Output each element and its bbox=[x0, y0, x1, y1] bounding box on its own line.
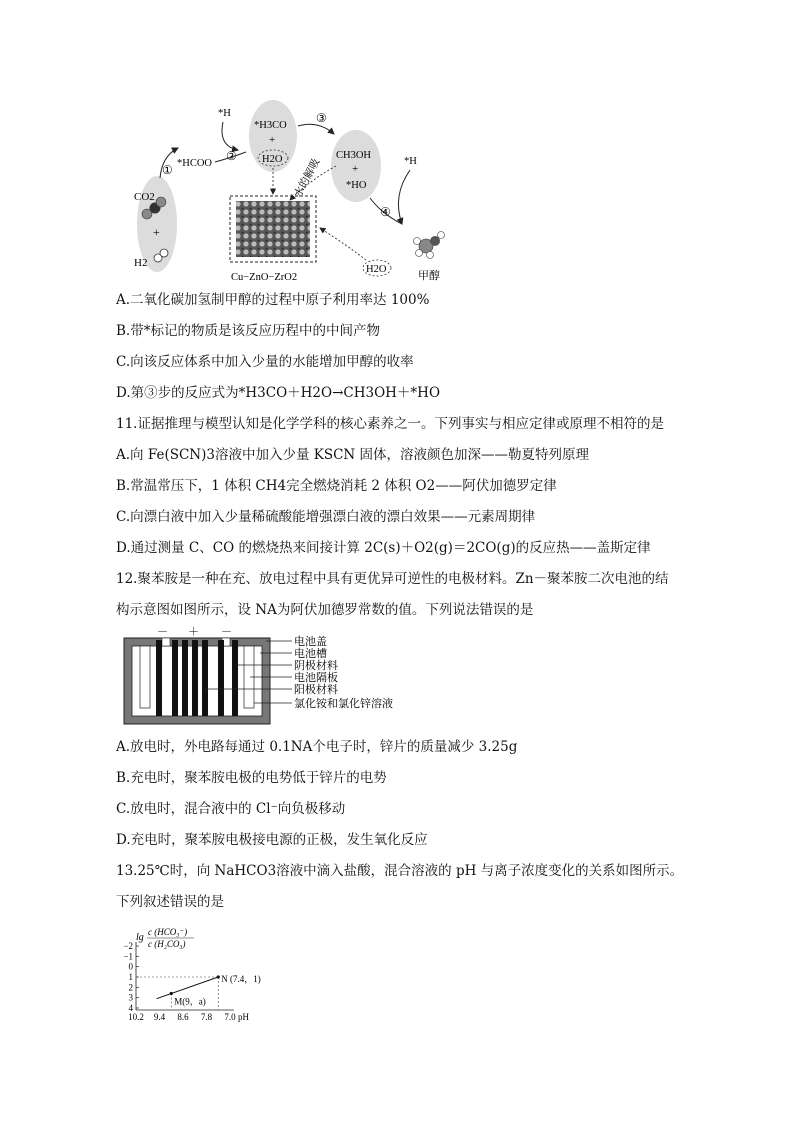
chart-y-tick-label: 4 bbox=[128, 1003, 133, 1013]
chart-x-tick-label: 8.6 bbox=[177, 1012, 189, 1022]
minus-sign-right: － bbox=[221, 626, 232, 638]
q11-stem: 11.证据推理与模型认知是化学学科的核心素养之一。下列事实与相应定律或原理不相符的是 bbox=[116, 416, 664, 432]
chart-y-tick-label: 3 bbox=[128, 992, 133, 1003]
ho-label: *HO bbox=[346, 180, 367, 191]
q10-option-c: C.向该反应体系中加入少量的水能增加甲醇的收率 bbox=[116, 354, 414, 370]
h3co-label: *H3CO bbox=[254, 120, 287, 131]
minus-sign-left: － bbox=[157, 626, 168, 638]
chart-xlabel: pH bbox=[238, 1012, 249, 1022]
q12-stem-line1: 12.聚苯胺是一种在充、放电过程中具有更优异可逆性的电极材料。Zn－聚苯胺二次电池的结 bbox=[116, 571, 669, 587]
q10-option-a: A.二氧化碳加氢制甲醇的过程中原子利用率达 100% bbox=[116, 292, 430, 308]
chart-ylabel-denominator: c (H₂CO₃) bbox=[148, 939, 186, 949]
h-radical-label: *H bbox=[218, 108, 231, 119]
ch3oh-label: CH3OH bbox=[336, 150, 372, 161]
step-4-label: ④ bbox=[380, 205, 391, 219]
h-radical-label-2: *H bbox=[404, 156, 417, 167]
water-desorption-label: 水的解吸 bbox=[292, 157, 323, 200]
catalyst-label: Cu−ZnO−ZrO2 bbox=[231, 272, 298, 283]
step-3-label: ③ bbox=[316, 111, 327, 125]
chart-ylabel: lg bbox=[136, 932, 144, 943]
plus-sign: + bbox=[269, 134, 276, 146]
chart-y-tick-label: 0 bbox=[128, 961, 133, 972]
q10-option-d: D.第③步的反应式为*H3CO＋H2O→CH3OH＋*HO bbox=[116, 385, 441, 401]
plus-sign: + bbox=[153, 225, 160, 239]
q12-option-d: D.充电时，聚苯胺电极接电源的正极，发生氧化反应 bbox=[116, 832, 428, 848]
q12-option-a: A.放电时，外电路每通过 0.1NA个电子时，锌片的质量减少 3.25g bbox=[116, 739, 518, 755]
chart-y-tick-label: 2 bbox=[128, 982, 133, 993]
q13-stem-line2: 下列叙述错误的是 bbox=[116, 894, 224, 910]
chart-point-n-label: N (7.4，1) bbox=[221, 974, 261, 984]
battery-label-anode: 阳极材料 bbox=[294, 684, 338, 696]
battery-label-electrolyte: 氯化铵和氯化锌溶液 bbox=[294, 698, 393, 710]
ph-chart bbox=[112, 922, 262, 1022]
chart-y-tick-label: 1 bbox=[128, 972, 133, 982]
chart-x-tick-label: 7.8 bbox=[200, 1012, 213, 1022]
chart-x-tick-label: 10.2 bbox=[128, 1012, 144, 1022]
q11-option-c: C.向漂白液中加入少量稀硫酸能增强漂白液的漂白效果——元素周期律 bbox=[116, 509, 536, 525]
battery-label-cap: 电池盖 bbox=[294, 636, 327, 648]
h2o-label: H2O bbox=[262, 154, 283, 165]
chart-ylabel-numerator: c (HCO₃⁻) bbox=[148, 927, 188, 937]
plus-sign: + bbox=[352, 163, 359, 175]
chart-series-line bbox=[157, 977, 219, 999]
h2-label: H2 bbox=[134, 257, 148, 269]
q12-stem-line2: 构示意图如图所示，设 NA为阿伏加德罗常数的值。下列说法错误的是 bbox=[116, 602, 534, 618]
chart-point-m bbox=[170, 992, 173, 995]
plus-sign-mid: ＋ bbox=[188, 626, 199, 638]
chart-y-tick-label: −2 bbox=[123, 941, 133, 951]
battery-label-tank: 电池槽 bbox=[294, 648, 327, 660]
hcoo-label: *HCOO bbox=[177, 158, 213, 169]
mechanism-diagram bbox=[130, 96, 460, 286]
step-2-label: ② bbox=[226, 149, 237, 163]
battery-diagram bbox=[120, 624, 410, 728]
q12-option-c: C.放电时，混合液中的 Cl⁻向负极移动 bbox=[116, 801, 346, 817]
q12-option-b: B.充电时，聚苯胺电极的电势低于锌片的电势 bbox=[116, 770, 387, 786]
catalyst-structure-icon bbox=[236, 201, 310, 257]
chart-x-tick-label: 7.0 bbox=[224, 1012, 236, 1022]
methanol-label: 甲醇 bbox=[418, 270, 440, 282]
q13-stem-line1: 13.25℃时，向 NaHCO3溶液中滴入盐酸，混合溶液的 pH 与离子浓度变化的关系如图所示。 bbox=[116, 863, 684, 879]
q11-option-a: A.向 Fe(SCN)3溶液中加入少量 KSCN 固体，溶液颜色加深——勒夏特列原理 bbox=[116, 447, 590, 463]
chart-point-m-label: M(9，a) bbox=[174, 996, 206, 1007]
chart-x-tick-label: 9.4 bbox=[153, 1012, 166, 1022]
chart-y-tick-label: −1 bbox=[123, 951, 133, 962]
chart-point-n bbox=[217, 975, 220, 978]
h2o-bottom-label: H2O bbox=[366, 264, 387, 275]
methanol-molecule-icon bbox=[414, 232, 445, 259]
q11-option-d: D.通过测量 C、CO 的燃烧热来间接计算 2C(s)＋O2(g)＝2CO(g)的反应热——盖斯定律 bbox=[116, 540, 651, 556]
co2-label: CO2 bbox=[134, 191, 155, 203]
battery-label-cathode: 阴极材料 bbox=[294, 660, 338, 672]
q10-option-b: B.带*标记的物质是该反应历程中的中间产物 bbox=[116, 323, 380, 339]
q11-option-b: B.常温常压下，1 体积 CH4完全燃烧消耗 2 体积 O2——阿伏加德罗定律 bbox=[116, 478, 557, 494]
step-1-label: ① bbox=[162, 163, 173, 177]
battery-label-separator: 电池隔板 bbox=[294, 672, 338, 684]
